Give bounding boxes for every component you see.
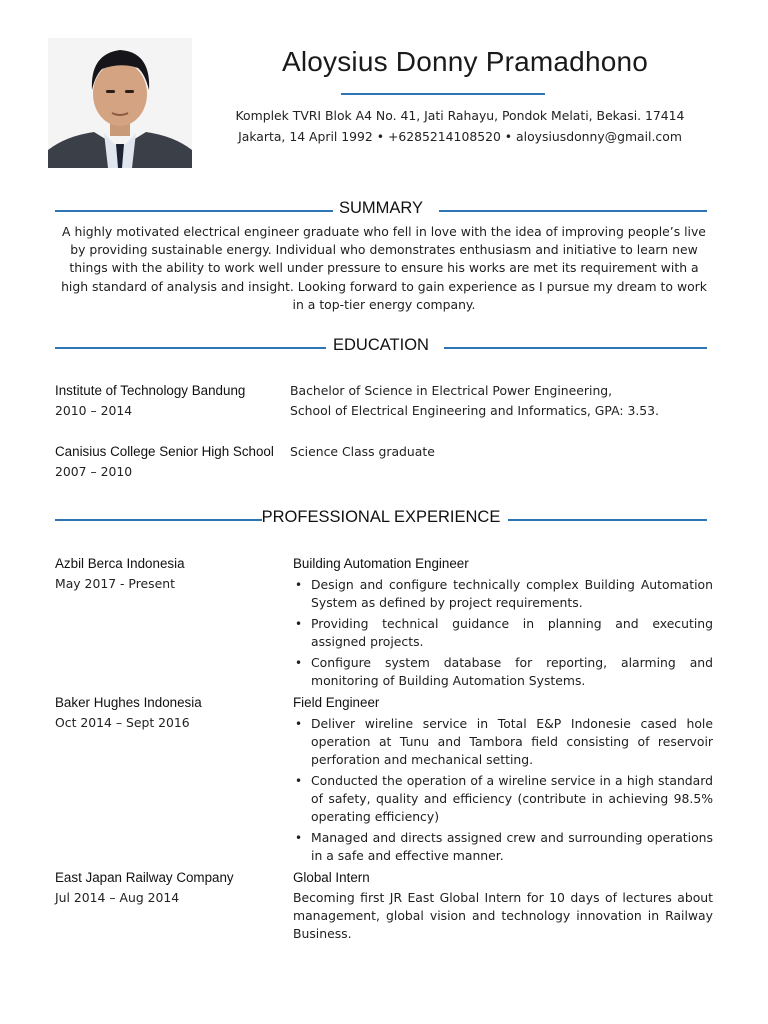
section-title: EDUCATION <box>333 336 429 354</box>
list-item <box>293 772 713 826</box>
experience-section-header <box>55 508 707 532</box>
duty-text: Conducted the operation of a wireline service in a high standard of safety, quality and efficiency (contribute in achieving 98.5% operating efficiency) <box>311 773 713 824</box>
education-faculty: School of Electrical Engineering and Informatics, GPA: 3.53. <box>290 403 659 418</box>
education-school: Institute of Technology Bandung <box>55 383 246 398</box>
candidate-name: Aloysius Donny Pramadhono <box>281 46 649 77</box>
section-title: SUMMARY <box>338 199 424 217</box>
bullet-icon: • <box>295 717 303 731</box>
list-item <box>293 715 713 769</box>
education-section-header <box>55 336 707 360</box>
job-company: Azbil Berca Indonesia <box>55 556 185 571</box>
job-period: May 2017 - Present <box>55 576 175 591</box>
bullet-icon: • <box>295 656 303 670</box>
job-role: Building Automation Engineer <box>293 556 469 571</box>
summary-text: A highly motivated electrical engineer graduate who fell in love with the idea of improving people’s live by providing sustainable energy. Individual who demonstrates enthusiasm and initiative to learn new things with the ability to work well under pressure to ensure his works are met its requirement with a high standard of analysis and insight. Looking forward to gain experience as I pursue my dream to work in a top-tier energy company. <box>61 224 707 312</box>
education-degree: Bachelor of Science in Electrical Power Engineering, <box>290 383 613 398</box>
job-description: Becoming first JR East Global Intern for 10 days of lectures about management, global vision and technology innovation in Railway Business. <box>293 890 713 941</box>
education-years: 2010 – 2014 <box>55 403 133 418</box>
portrait-image <box>48 38 192 168</box>
job-company: Baker Hughes Indonesia <box>55 695 202 710</box>
job-company: East Japan Railway Company <box>55 870 234 885</box>
duty-text: Managed and directs assigned crew and surrounding operations in a safe and effective manner. <box>311 830 713 863</box>
name-underline <box>341 93 545 95</box>
profile-photo <box>48 38 192 168</box>
job-period: Oct 2014 – Sept 2016 <box>55 715 190 730</box>
education-years: 2007 – 2010 <box>55 464 133 479</box>
duty-text: Deliver wireline service in Total E&P Indonesie cased hole operation at Tunu and Tambora field consisting of reservoir perforation and mechanical setting. <box>311 716 713 767</box>
job-duties-list <box>293 576 713 693</box>
section-title: PROFESSIONAL EXPERIENCE <box>261 508 501 526</box>
bullet-icon: • <box>295 578 303 592</box>
duty-text: Configure system database for reporting, alarming and monitoring of Building Automation Systems. <box>311 655 713 688</box>
address-line: Komplek TVRI Blok A4 No. 41, Jati Rahayu, Pondok Melati, Bekasi. 17414 <box>235 108 685 123</box>
list-item <box>293 576 713 612</box>
bullet-icon: • <box>295 774 303 788</box>
job-role: Field Engineer <box>293 695 380 710</box>
duty-text: Providing technical guidance in planning and executing assigned projects. <box>311 616 713 649</box>
job-period: Jul 2014 – Aug 2014 <box>55 890 180 905</box>
job-role: Global Intern <box>293 870 370 885</box>
bullet-icon: • <box>295 617 303 631</box>
contact-details: Jakarta, 14 April 1992 • +6285214108520 • aloysiusdonny@gmail.com <box>238 129 682 144</box>
list-item <box>293 829 713 865</box>
duty-text: Design and configure technically complex Building Automation System as defined by project requirements. <box>311 577 713 610</box>
bullet-icon: • <box>295 831 303 845</box>
education-school: Canisius College Senior High School <box>55 444 274 459</box>
list-item <box>293 615 713 651</box>
summary-section-header <box>55 199 707 223</box>
job-duties-list <box>293 715 713 868</box>
education-degree: Science Class graduate <box>290 444 435 459</box>
list-item <box>293 654 713 690</box>
